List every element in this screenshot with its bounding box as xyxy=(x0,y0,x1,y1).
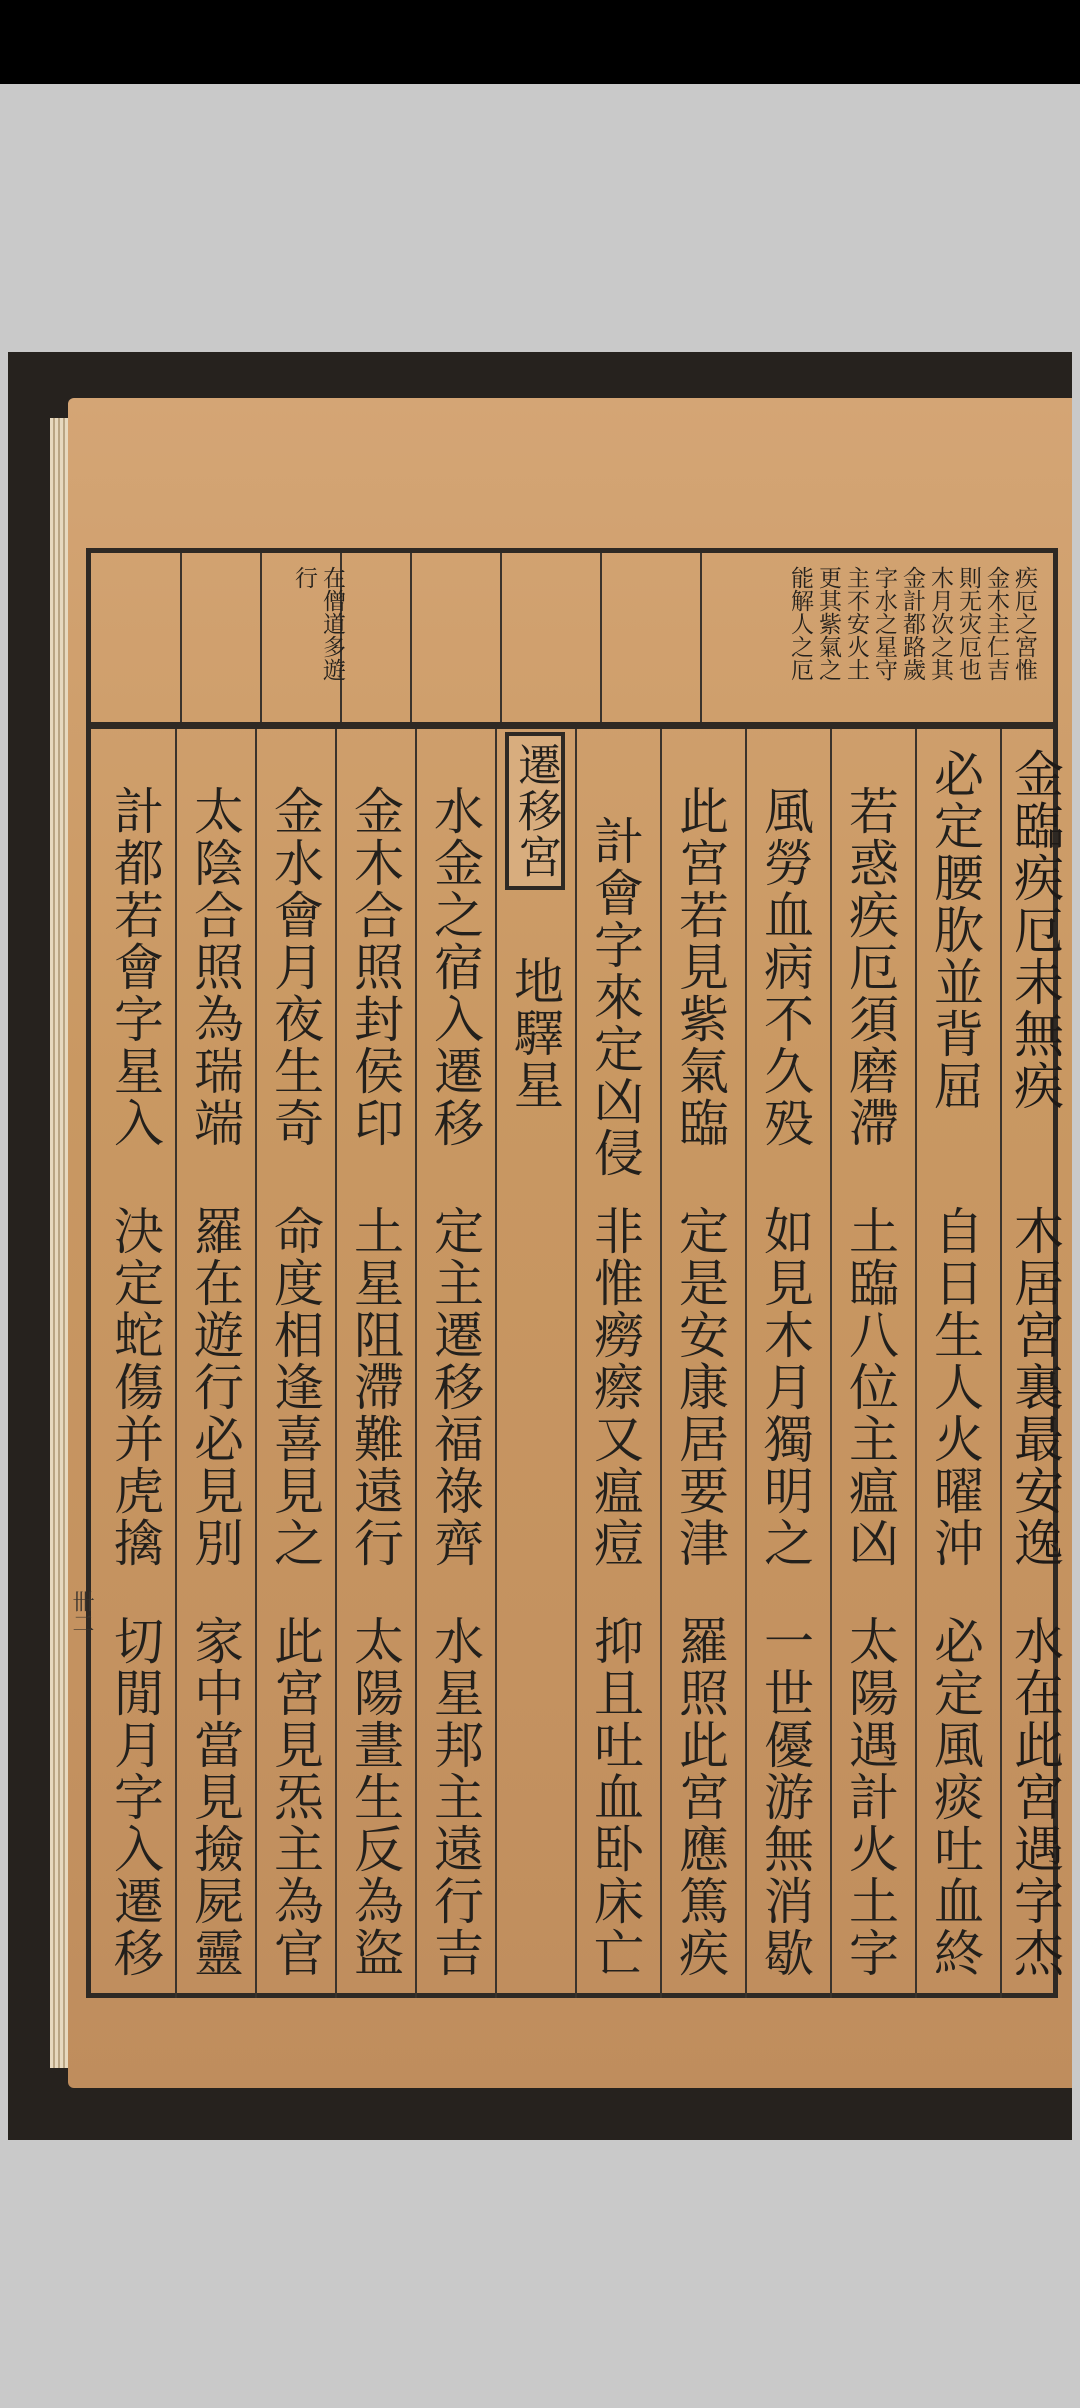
text-column: 自日生人火曜沖 xyxy=(926,1205,984,1569)
text-column: 木居宮裏最安逸 xyxy=(1006,1205,1064,1569)
text-column: 太陽晝生反為盜 xyxy=(346,1615,404,1979)
header-note: 木月次之其 xyxy=(927,566,953,681)
text-column: 羅照此宮應篤疾 xyxy=(671,1615,729,1979)
column-rule xyxy=(830,729,832,1998)
column-rule xyxy=(415,729,417,1998)
header-rule xyxy=(700,553,702,722)
header-rule xyxy=(410,553,412,722)
text-column: 此宮見炁主為官 xyxy=(266,1615,324,1979)
column-rule xyxy=(575,729,577,1998)
text-column: 水金之宿入遷移 xyxy=(426,785,484,1149)
text-column: 必定風痰吐血終 xyxy=(926,1615,984,1979)
column-rule xyxy=(495,729,497,1998)
header-note: 字水之星守 xyxy=(871,566,897,681)
text-column: 水星邦主遠行吉 xyxy=(426,1615,484,1979)
text-column: 風勞血病不久殁 xyxy=(756,785,814,1149)
text-column: 命度相逢喜見之 xyxy=(266,1205,324,1569)
text-column: 金木合照封侯印 xyxy=(346,785,404,1149)
text-column: 土臨八位主瘟凶 xyxy=(841,1205,899,1569)
text-column: 非惟癆瘵又瘟痘 xyxy=(586,1205,644,1569)
text-column: 定是安康居要津 xyxy=(671,1205,729,1569)
text-column: 此宮若見紫氣臨 xyxy=(671,785,729,1149)
margin-page-label: 卌二 xyxy=(69,1590,94,1634)
text-column: 水在此宮遇字杰 xyxy=(1006,1615,1064,1979)
header-rule xyxy=(260,553,262,722)
text-column: 必定腰肷並背屈 xyxy=(926,748,984,1112)
text-column: 太陽遇計火土字 xyxy=(841,1615,899,1979)
header-note: 金計都路歲 xyxy=(899,566,925,681)
header-note: 則无灾厄也 xyxy=(955,566,981,681)
text-column: 若惑疾厄須磨滯 xyxy=(841,785,899,1149)
text-column: 一世優游無消歇 xyxy=(756,1615,814,1979)
text-column: 土星阻滯難遠行 xyxy=(346,1205,404,1569)
text-column: 定主遷移福祿齊 xyxy=(426,1205,484,1569)
column-rule xyxy=(745,729,747,1998)
header-rule xyxy=(500,553,502,722)
text-column: 金臨疾厄未無疾 xyxy=(1006,748,1064,1112)
text-column: 太陰合照為瑞端 xyxy=(186,785,244,1149)
text-column: 金水會月夜生奇 xyxy=(266,785,324,1149)
section-title: 遷移宮 xyxy=(505,732,565,890)
header-band-rule xyxy=(86,722,1058,729)
text-column: 羅在遊行必見別 xyxy=(186,1205,244,1569)
text-column: 地驛星 xyxy=(506,955,564,1111)
header-note: 更其紫氣之 xyxy=(815,566,841,681)
header-note: 疾厄之宮惟 xyxy=(1011,566,1037,681)
header-note: 行 xyxy=(291,566,317,589)
header-rule xyxy=(180,553,182,722)
text-column: 決定蛇傷并虎擒 xyxy=(106,1205,164,1569)
column-rule xyxy=(335,729,337,1998)
column-rule xyxy=(175,729,177,1998)
text-column: 抑且吐血卧床亡 xyxy=(586,1615,644,1979)
text-column: 計都若會字星入 xyxy=(106,785,164,1149)
column-rule xyxy=(915,729,917,1998)
text-column: 切閒月字入遷移 xyxy=(106,1615,164,1979)
header-note: 能解人之厄 xyxy=(787,566,813,681)
column-rule xyxy=(255,729,257,1998)
text-column: 如見木月獨明之 xyxy=(756,1205,814,1569)
header-note: 主不安火土 xyxy=(843,566,869,681)
text-column: 家中當見撿屍靈 xyxy=(186,1615,244,1979)
header-note: 金木主仁吉 xyxy=(983,566,1009,681)
header-rule xyxy=(600,553,602,722)
column-rule xyxy=(660,729,662,1998)
text-column: 計會字來定凶侵 xyxy=(586,815,644,1179)
status-bar xyxy=(0,0,1080,84)
column-rule xyxy=(1000,729,1002,1998)
header-note: 在僧道多遊 xyxy=(319,566,345,681)
